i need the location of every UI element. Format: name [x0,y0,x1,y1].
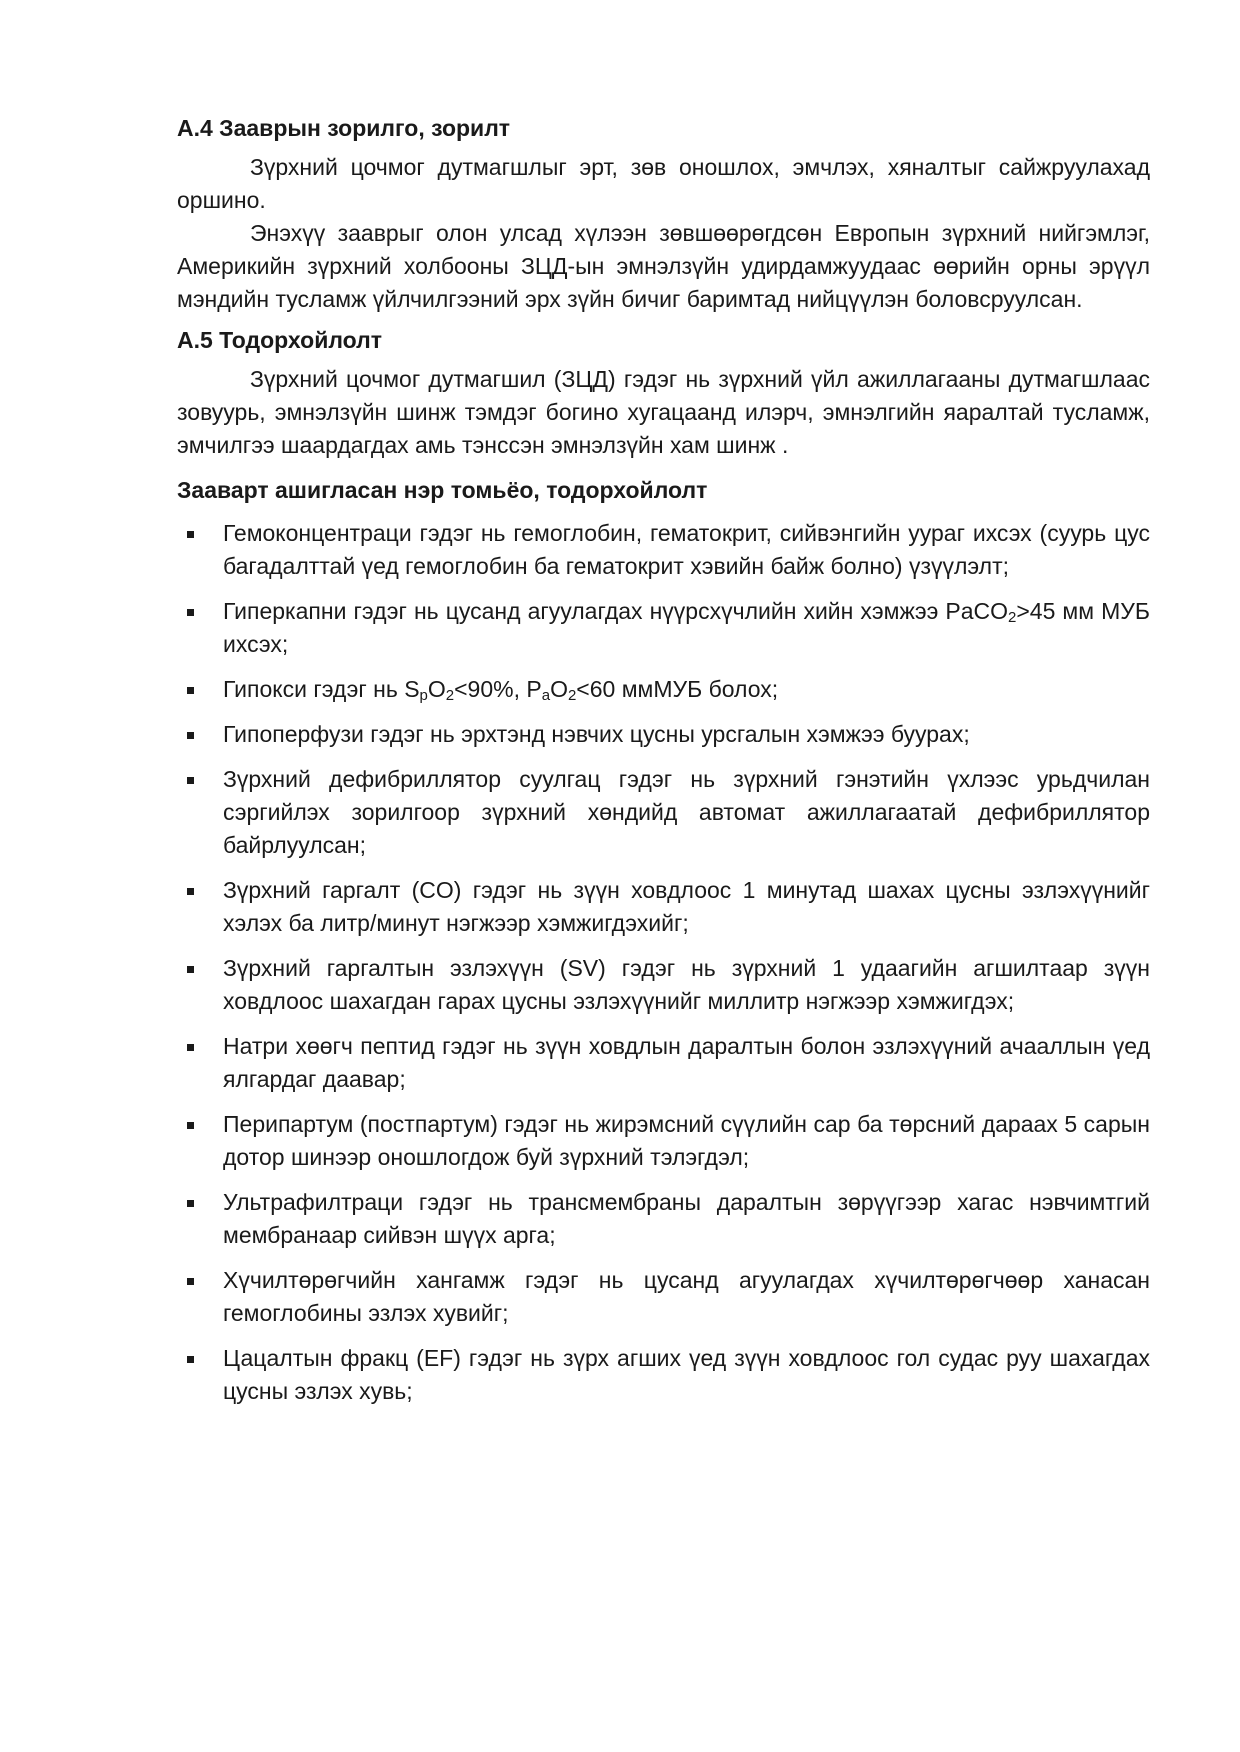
list-item [177,517,1150,583]
section-a5 [177,324,1150,462]
section-a4 [177,112,1150,316]
list-item [177,1108,1150,1174]
paragraph: Энэхүү зааврыг олон улсад хүлээн зөвшөөрөгдсөн Европын зүрхний нийгэмлэг, Америкийн зүрхний холбооны ЗЦД-ын эмнэлзүйн удирдамжуудаас өөрийн орны эрүүл мэндийн тусламж үйлчилгээний эрх зүйн бичиг баримтад нийцүүлэн боловсруулсан. [177,220,1150,312]
bullet-icon [187,1356,194,1363]
terms-heading: Зааварт ашигласан нэр томьёо, тодорхойлолт [177,477,708,503]
list-item [177,952,1150,1018]
list-item [177,1264,1150,1330]
bullet-icon [187,1200,194,1207]
paragraph: Зүрхний цочмог дутмагшил (ЗЦД) гэдэг нь зүрхний үйл ажиллагааны дутмагшлаас зовуурь, эмнэлзүйн шинж тэмдэг богино хугацаанд илэрч, эмнэлгийн яаралтай тусламж, эмчилгээ шаардагдах амь тэнссэн эмнэлзүйн хам шинж . [177,366,1150,458]
terms-list [177,517,1150,1408]
list-item [177,718,1150,751]
list-item [177,595,1150,661]
bullet-icon [187,531,194,538]
term-text: Гипоперфузи гэдэг нь эрхтэнд нэвчих цусны урсгалын хэмжээ буурах; [223,721,970,747]
term-text: Хүчилтөрөгчийн хангамж гэдэг нь цусанд агуулагдах хүчилтөрөгчөөр ханасан гемоглобины эзлэх хувийг; [223,1267,1150,1326]
term-text: Натри хөөгч пептид гэдэг нь зүүн ховдлын даралтын болон эзлэхүүний ачааллын үед ялгардаг даавар; [223,1033,1150,1092]
term-text: Ультрафилтраци гэдэг нь трансмембраны даралтын зөрүүгээр хагас нэвчимтгий мембранаар сийвэн шүүх арга; [223,1189,1150,1248]
bullet-icon [187,1044,194,1051]
paragraph: Зүрхний цочмог дутмагшлыг эрт, зөв оношлох, эмчлэх, хяналтыг сайжруулахад оршино. [177,154,1150,213]
bullet-icon [187,1122,194,1129]
section-heading: A.5 Тодорхойлолт [177,327,382,353]
bullet-icon [187,732,194,739]
document-page [177,112,1150,1420]
term-text: Зүрхний гаргалт (CO) гэдэг нь зүүн ховдлоос 1 минутад шахах цусны эзлэхүүнийг хэлэх ба литр/минут нэгжээр хэмжигдэхийг; [223,877,1150,936]
list-item [177,673,1150,706]
list-item [177,763,1150,862]
term-text: Цацалтын фракц (EF) гэдэг нь зүрх агших үед зүүн ховдлоос гол судас руу шахагдах цусны эзлэх хувь; [223,1345,1150,1404]
bullet-icon [187,609,194,616]
term-text: Гемоконцентраци гэдэг нь гемоглобин, гематокрит, сийвэнгийн уураг ихсэх (суурь цус багадалттай үед гемоглобин ба гематокрит хэвийн байж болно) үзүүлэлт; [223,520,1150,579]
list-item [177,1342,1150,1408]
term-text: Гипокси гэдэг нь $S_pO_2<90\%$, $P_aO_2<60$ ммМУБ болох; [223,676,779,704]
list-item [177,1030,1150,1096]
term-text: Зүрхний дефибриллятор суулгац гэдэг нь зүрхний гэнэтийн үхлээс урьдчилан сэргийлэх зорилгоор зүрхний хөндийд автомат ажиллагаатай дефибриллятор байрлуулсан; [223,766,1150,858]
bullet-icon [187,687,194,694]
bullet-icon [187,966,194,973]
bullet-icon [187,1278,194,1285]
term-text: Перипартум (постпартум) гэдэг нь жирэмсний сүүлийн сар ба төрсний дараах 5 сарын дотор шинээр оношлогдож буй зүрхний тэлэгдэл; [223,1111,1150,1170]
bullet-icon [187,888,194,895]
term-text: Гиперкапни гэдэг нь цусанд агуулагдах нүүрсхүчлийн хийн хэмжээ PaCO$_2$>45 мм МУБ ихсэх; [223,598,1150,657]
list-item [177,874,1150,940]
bullet-icon [187,777,194,784]
section-heading: A.4 Зааврын зорилго, зорилт [177,115,511,141]
term-text: Зүрхний гаргалтын эзлэхүүн (SV) гэдэг нь зүрхний 1 удаагийн агшилтаар зүүн ховдлоос шахагдан гарах цусны эзлэхүүнийг миллитр нэгжээр хэмжигдэх; [223,955,1150,1014]
list-item [177,1186,1150,1252]
